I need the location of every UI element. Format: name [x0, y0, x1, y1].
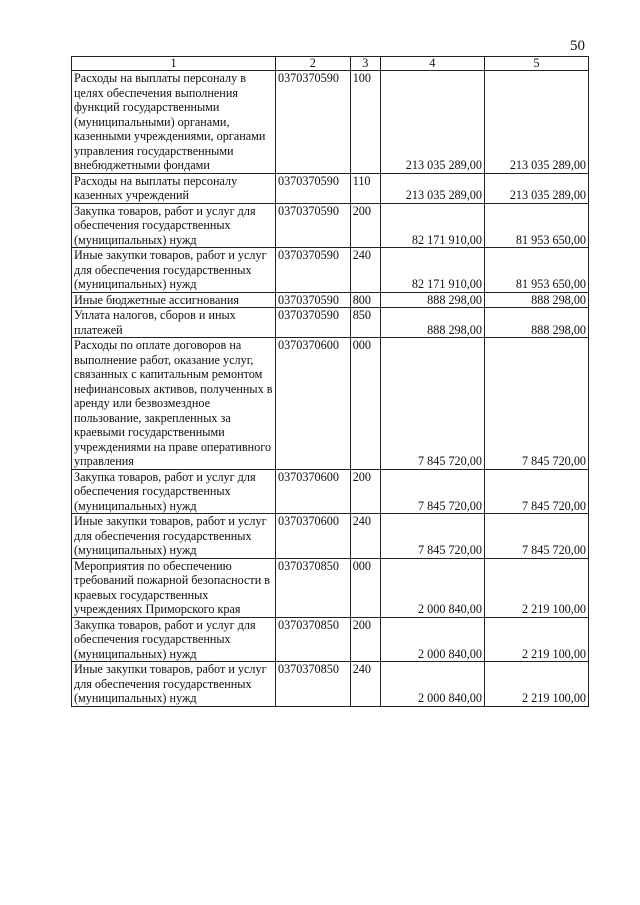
table-row: [72, 308, 589, 338]
expense-name-cell: Закупка товаров, работ и услуг для обеспечения государственных (муниципальных) нужд: [72, 203, 276, 248]
page-number: 50: [570, 38, 585, 54]
amount-year1-cell: 888 298,00: [380, 308, 484, 338]
amount-year1-cell: 82 171 910,00: [380, 248, 484, 293]
amount-year1-cell: 888 298,00: [380, 292, 484, 308]
table-row: [72, 469, 589, 514]
target-article-cell: 0370370600: [275, 514, 350, 559]
expense-name-cell: Расходы на выплаты персоналу казенных учреждений: [72, 173, 276, 203]
expense-type-cell: 240: [350, 514, 380, 559]
budget-table: [71, 56, 589, 707]
amount-year1-cell: 2 000 840,00: [380, 662, 484, 707]
expense-name-cell: Закупка товаров, работ и услуг для обеспечения государственных (муниципальных) нужд: [72, 469, 276, 514]
expense-name-cell: Расходы на выплаты персоналу в целях обеспечения выполнения функций государственными (муниципальными) органами, казенными учреждениями, органами управления государственными внебюджетными фондами: [72, 71, 276, 174]
expense-type-cell: 200: [350, 617, 380, 662]
expense-type-cell: 240: [350, 248, 380, 293]
expense-name-cell: Уплата налогов, сборов и иных платежей: [72, 308, 276, 338]
amount-year1-cell: 7 845 720,00: [380, 469, 484, 514]
table-row: [72, 338, 589, 470]
table-row: [72, 248, 589, 293]
amount-year1-cell: 7 845 720,00: [380, 514, 484, 559]
expense-name-cell: Расходы по оплате договоров на выполнение работ, оказание услуг, связанных с капитальным ремонтом нефинансовых активов, полученных в аренду или безвозмездное пользование, закрепленных за краевыми государственными учреждениями на праве оперативного управления: [72, 338, 276, 470]
amount-year1-cell: 2 000 840,00: [380, 558, 484, 617]
header-col-1: 1: [72, 57, 276, 71]
expense-name-cell: Мероприятия по обеспечению требований пожарной безопасности в краевых государственных учреждениях Приморского края: [72, 558, 276, 617]
target-article-cell: 0370370590: [275, 248, 350, 293]
header-col-2: 2: [275, 57, 350, 71]
target-article-cell: 0370370850: [275, 617, 350, 662]
expense-type-cell: 110: [350, 173, 380, 203]
amount-year1-cell: 7 845 720,00: [380, 338, 484, 470]
target-article-cell: 0370370590: [275, 71, 350, 174]
amount-year2-cell: 81 953 650,00: [484, 248, 588, 293]
table-row: [72, 617, 589, 662]
amount-year2-cell: 2 219 100,00: [484, 617, 588, 662]
table-row: [72, 203, 589, 248]
amount-year2-cell: 7 845 720,00: [484, 338, 588, 470]
amount-year1-cell: 213 035 289,00: [380, 173, 484, 203]
table-row: [72, 514, 589, 559]
header-col-5: 5: [484, 57, 588, 71]
target-article-cell: 0370370590: [275, 173, 350, 203]
expense-type-cell: 800: [350, 292, 380, 308]
amount-year2-cell: 213 035 289,00: [484, 71, 588, 174]
amount-year2-cell: 2 219 100,00: [484, 662, 588, 707]
table-row: [72, 71, 589, 174]
expense-name-cell: Закупка товаров, работ и услуг для обеспечения государственных (муниципальных) нужд: [72, 617, 276, 662]
amount-year2-cell: 81 953 650,00: [484, 203, 588, 248]
header-col-3: 3: [350, 57, 380, 71]
table-row: [72, 662, 589, 707]
expense-name-cell: Иные закупки товаров, работ и услуг для обеспечения государственных (муниципальных) нужд: [72, 514, 276, 559]
amount-year2-cell: 888 298,00: [484, 308, 588, 338]
target-article-cell: 0370370590: [275, 308, 350, 338]
target-article-cell: 0370370850: [275, 662, 350, 707]
amount-year2-cell: 2 219 100,00: [484, 558, 588, 617]
amount-year2-cell: 213 035 289,00: [484, 173, 588, 203]
target-article-cell: 0370370590: [275, 203, 350, 248]
expense-type-cell: 200: [350, 203, 380, 248]
expense-name-cell: Иные закупки товаров, работ и услуг для обеспечения государственных (муниципальных) нужд: [72, 248, 276, 293]
target-article-cell: 0370370600: [275, 469, 350, 514]
table-row: [72, 292, 589, 308]
amount-year1-cell: 82 171 910,00: [380, 203, 484, 248]
table-header: [72, 57, 589, 71]
amount-year2-cell: 7 845 720,00: [484, 514, 588, 559]
header-col-4: 4: [380, 57, 484, 71]
expense-type-cell: 100: [350, 71, 380, 174]
amount-year1-cell: 213 035 289,00: [380, 71, 484, 174]
expense-type-cell: 200: [350, 469, 380, 514]
table-row: [72, 173, 589, 203]
expense-name-cell: Иные бюджетные ассигнования: [72, 292, 276, 308]
target-article-cell: 0370370850: [275, 558, 350, 617]
expense-type-cell: 850: [350, 308, 380, 338]
expense-type-cell: 240: [350, 662, 380, 707]
amount-year1-cell: 2 000 840,00: [380, 617, 484, 662]
table-body: [72, 71, 589, 707]
expense-type-cell: 000: [350, 558, 380, 617]
amount-year2-cell: 7 845 720,00: [484, 469, 588, 514]
target-article-cell: 0370370600: [275, 338, 350, 470]
header-row: [72, 57, 589, 71]
table-row: [72, 558, 589, 617]
amount-year2-cell: 888 298,00: [484, 292, 588, 308]
target-article-cell: 0370370590: [275, 292, 350, 308]
expense-type-cell: 000: [350, 338, 380, 470]
expense-name-cell: Иные закупки товаров, работ и услуг для обеспечения государственных (муниципальных) нужд: [72, 662, 276, 707]
